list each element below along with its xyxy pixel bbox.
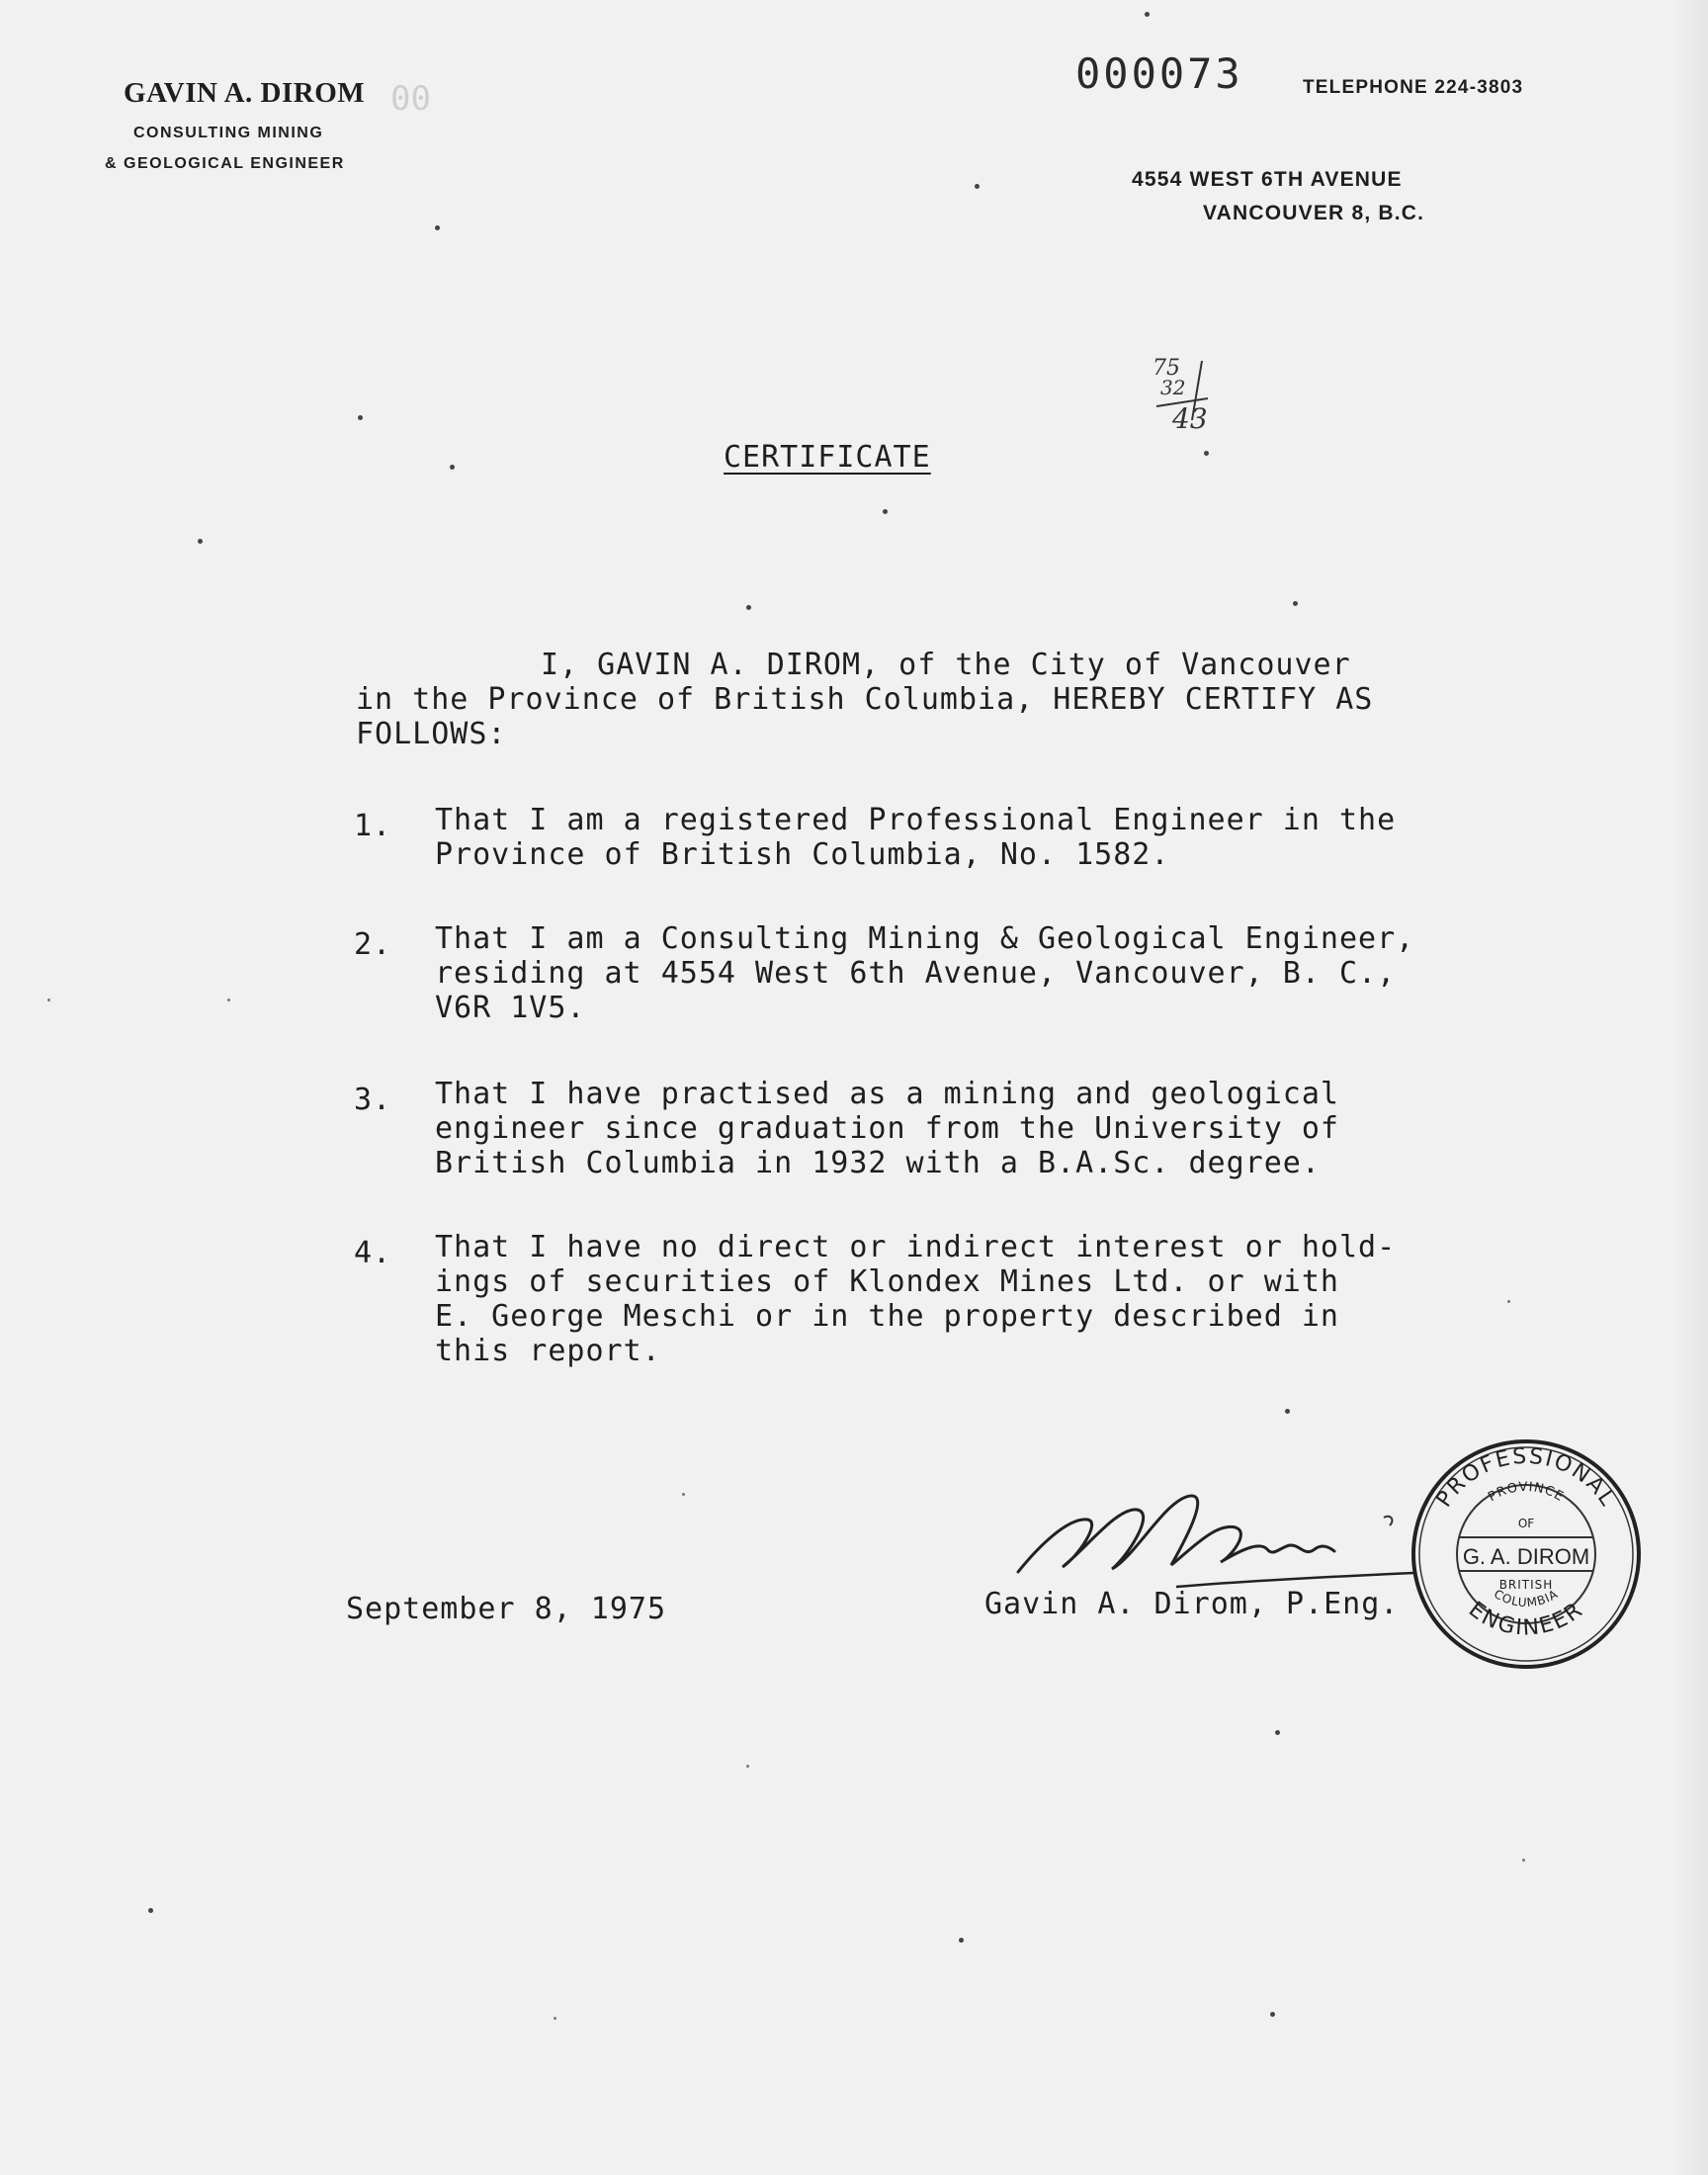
scan-speck xyxy=(450,465,455,470)
seal-of-text: OF xyxy=(1517,1517,1535,1530)
scan-speck xyxy=(975,184,980,189)
signatory-name: Gavin A. Dirom, P.Eng. xyxy=(984,1587,1400,1621)
seal-inner-top-text: PROVINCE xyxy=(1486,1479,1567,1506)
scan-speck xyxy=(1507,1300,1510,1303)
scan-speck xyxy=(1293,601,1298,606)
intro-line-3: FOLLOWS: xyxy=(356,717,507,751)
scan-speck xyxy=(227,999,230,1001)
item-3-text xyxy=(435,1077,1339,1180)
intro-line-1: I, GAVIN A. DIROM, of the City of Vancouver xyxy=(541,648,1351,682)
letterhead-title-line2: & GEOLOGICAL ENGINEER xyxy=(105,155,345,172)
item-3-number: 3. xyxy=(354,1083,392,1117)
item-4-line-3: E. George Meschi or in the property described in xyxy=(435,1299,1339,1334)
scan-speck xyxy=(435,225,440,230)
letterhead-title-line1: CONSULTING MINING xyxy=(133,125,324,141)
handwritten-signature xyxy=(1008,1478,1423,1597)
item-4-line-4: this report. xyxy=(435,1334,661,1368)
letterhead-address-line2: VANCOUVER 8, B.C. xyxy=(1203,202,1425,224)
certificate-date: September 8, 1975 xyxy=(346,1592,667,1626)
scan-speck xyxy=(1270,2012,1275,2017)
seal-inner-bottom-text-2: COLUMBIA xyxy=(1491,1587,1562,1610)
item-3-line-3: British Columbia in 1932 with a B.A.Sc. degree. xyxy=(435,1146,1321,1180)
item-4-number: 4. xyxy=(354,1236,392,1270)
item-1-number: 1. xyxy=(354,809,392,843)
item-2-line-1: That I am a Consulting Mining & Geological Engineer, xyxy=(435,921,1415,956)
page-edge-shadow xyxy=(1670,0,1708,2175)
signature-flourish xyxy=(1384,1517,1392,1525)
professional-engineer-seal xyxy=(1408,1436,1645,1673)
item-1-line-1: That I am a registered Professional Engineer in the xyxy=(435,803,1397,837)
seal-top-arc-text: PROFESSIONAL xyxy=(1431,1443,1621,1513)
scan-speck xyxy=(358,415,363,420)
seal-inner-bottom-text-1: BRITISH xyxy=(1498,1578,1554,1592)
letterhead-name: GAVIN A. DIROM xyxy=(124,77,366,109)
scan-speck xyxy=(148,1908,153,1913)
fraction-denominator: 43 xyxy=(1172,402,1208,435)
scan-speck xyxy=(554,2017,556,2020)
scan-speck xyxy=(746,605,751,610)
scan-speck xyxy=(198,539,203,544)
scan-speck xyxy=(1285,1409,1290,1414)
scan-speck xyxy=(47,999,50,1001)
letterhead-telephone: TELEPHONE 224-3803 xyxy=(1303,77,1524,98)
item-4-line-2: ings of securities of Klondex Mines Ltd. or with xyxy=(435,1264,1339,1299)
item-2-number: 2. xyxy=(354,927,392,962)
seal-bottom-arc-text: ENGINEER xyxy=(1464,1597,1588,1641)
fraction-numerator-bottom: 32 xyxy=(1160,376,1186,399)
scan-speck xyxy=(1522,1859,1525,1862)
item-1-line-2: Province of British Columbia, No. 1582. xyxy=(435,837,1170,872)
item-4-text xyxy=(435,1230,1396,1368)
faint-stamp-marks: 00 xyxy=(390,79,431,119)
handwritten-fraction-note xyxy=(1147,351,1255,440)
fraction-numerator-top: 75 xyxy=(1153,356,1180,381)
scan-speck xyxy=(1204,451,1209,456)
letterhead-address-line1: 4554 WEST 6TH AVENUE xyxy=(1132,168,1403,191)
signature-stroke xyxy=(1018,1496,1334,1572)
certificate-title: CERTIFICATE xyxy=(724,440,931,475)
scan-speck xyxy=(746,1765,749,1768)
item-4-line-1: That I have no direct or indirect interest or hold- xyxy=(435,1230,1397,1264)
scan-speck xyxy=(959,1938,964,1943)
scan-speck xyxy=(883,509,888,514)
signature-underline xyxy=(1176,1573,1413,1587)
intro-line-2: in the Province of British Columbia, HEREBY CERTIFY AS xyxy=(356,682,1374,717)
item-3-line-1: That I have practised as a mining and geological xyxy=(435,1077,1339,1111)
item-1-text xyxy=(435,803,1396,872)
scan-speck xyxy=(1145,12,1150,17)
item-3-line-2: engineer since graduation from the University of xyxy=(435,1111,1339,1146)
document-number: 000073 xyxy=(1075,49,1243,98)
seal-center-name: G. A. DIROM xyxy=(1462,1544,1590,1569)
item-2-line-2: residing at 4554 West 6th Avenue, Vancouver, B. C., xyxy=(435,956,1397,991)
item-2-text xyxy=(435,921,1414,1025)
scan-speck xyxy=(682,1493,685,1496)
scan-speck xyxy=(1275,1730,1280,1735)
item-2-line-3: V6R 1V5. xyxy=(435,991,586,1025)
